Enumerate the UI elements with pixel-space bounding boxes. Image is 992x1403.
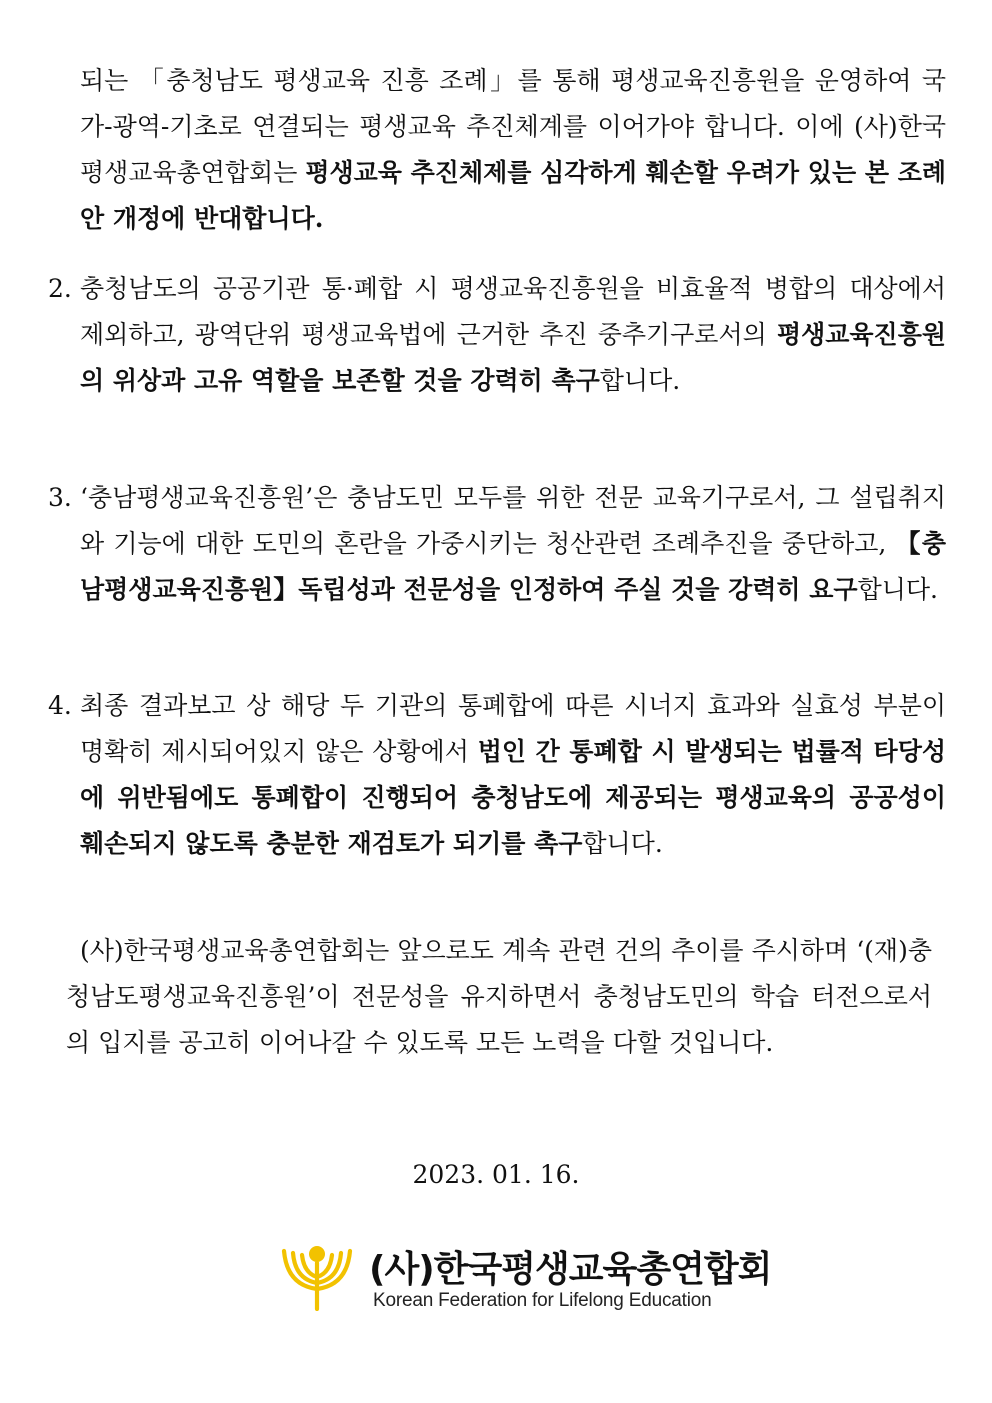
item-text-plain: 최종 결과보고 상 해당 두 기관의 통폐합에 따른 시너지 효과와 실효성 부분이 명확히 제시되어있지 않은 상황에서 bbox=[80, 691, 946, 766]
item-text-plain: 충청남도의 공공기관 통·폐합 시 평생교육진흥원을 비효율적 병합의 대상에서 제외하고, 광역단위 평생교육법에 근거한 추진 중추기구로서의 bbox=[80, 274, 946, 349]
list-number: 3. bbox=[48, 483, 72, 512]
item-text-emphasis: 평생교육진흥원의 위상과 고유 역할을 보존할 것을 강력히 촉구 bbox=[80, 320, 946, 395]
signature-block bbox=[279, 1243, 772, 1313]
organization-name: (사)한국평생교육총연합회 bbox=[369, 1249, 772, 1290]
item-text-emphasis: 【충남평생교육진흥원】독립성과 전문성을 인정하여 주실 것을 강력히 요구 bbox=[80, 529, 946, 604]
intro-text: 되는 「충청남도 평생교육 진흥 조례」를 통해 평생교육진흥원을 운영하여 국가-광역-기초로 연결되는 평생교육 추진체계를 이어가야 합니다. 이에 (사)한국평생교육총연합회는 bbox=[80, 66, 946, 187]
list-item-3 bbox=[48, 475, 946, 613]
list-item-2 bbox=[48, 266, 946, 404]
document-date: 2023. 01. 16. bbox=[412, 1160, 580, 1189]
list-item-text bbox=[80, 683, 946, 867]
item-text-plain: 합니다. bbox=[599, 366, 681, 395]
list-item-text bbox=[80, 475, 946, 613]
item-text-plain: 합니다. bbox=[582, 829, 663, 858]
item-text-emphasis: 법인 간 통폐합 시 발생되는 법률적 타당성에 위반됨에도 통폐합이 진행되어 충청남도에 제공되는 평생교육의 공공성이 훼손되지 않도록 충분한 재검토가 되기를 촉구 bbox=[80, 737, 946, 858]
list-number: 4. bbox=[48, 691, 72, 720]
intro-paragraph bbox=[80, 58, 946, 242]
intro-emphasis: 평생교육 추진체제를 심각하게 훼손할 우려가 있는 본 조례안 개정에 반대합니다. bbox=[80, 158, 946, 233]
item-text-plain: ‘충남평생교육진흥원’은 충남도민 모두를 위한 전문 교육기구로서, 그 설립취지와 기능에 대한 도민의 혼란을 가중시키는 청산관련 조례추진을 중단하고, bbox=[80, 483, 946, 558]
list-item-text bbox=[80, 266, 946, 404]
item-text-plain: 합니다. bbox=[857, 575, 938, 604]
list-number: 2. bbox=[48, 274, 72, 303]
menorah-logo-icon bbox=[279, 1243, 359, 1311]
list-item-4 bbox=[48, 683, 946, 867]
closing-paragraph: (사)한국평생교육총연합회는 앞으로도 계속 관련 건의 추이를 주시하며 ‘(재)충청남도평생교육진흥원’이 전문성을 유지하면서 충청남도민의 학습 터전으로서의 입지를 공고히 이어나갈 수 있도록 모든 노력을 다할 것입니다. bbox=[66, 936, 932, 1057]
organization-name-english: Korean Federation for Lifelong Education bbox=[373, 1290, 712, 1311]
